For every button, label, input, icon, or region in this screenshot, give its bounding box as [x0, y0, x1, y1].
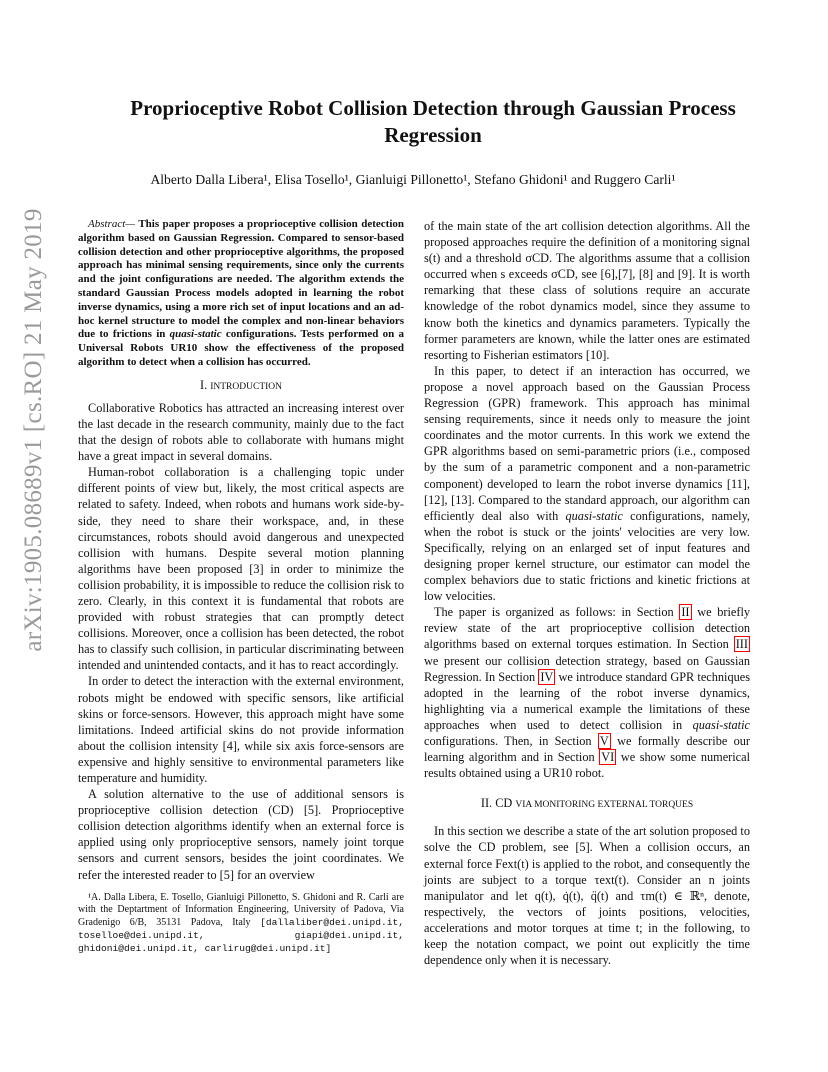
author-list: Alberto Dalla Libera¹, Elisa Tosello¹, Gianluigi Pillonetto¹, Stefano Ghidoni¹ and Ruggero Carli¹	[150, 172, 676, 187]
abstract: Abstract— This paper proposes a proprioceptive collision detection algorithm based on Gaussian Regression. Compared to sensor-based collision detection and other proprioceptive algorithms, the proposed approach has minimal sensing requirements, since only the currents and the joint configurations are needed. The algorithm extends the standard Gaussian Process models adopted in learning the robot inverse dynamics, using a more rich set of input locations and an ad-hoc kernel structure to model the complex and non-linear behaviors due to frictions in quasi-static configurations. Tests performed on a Universal Robots UR10 show the effectiveness of the proposed algorithm to detect when a collision has occurred.	[78, 218, 405, 368]
section-link-vi[interactable]: VI	[601, 750, 615, 765]
arxiv-sidebar	[14, 208, 54, 652]
intro-paragraph-1: Collaborative Robotics has attracted an increasing interest over the last decade in the research community, mainly due to the fact that the design of robots able to collaborate with humans might have a great impact in several domains.	[78, 400, 404, 464]
affiliation-footnote: ¹A. Dalla Libera, E. Tosello, Gianluigi Pillonetto, S. Ghidoni and R. Carli are with the Deptartment of Information Engineering, University of Padova, Via Gradenigo 6/B, 35131 Padova, Italy [dallaliber@dei.unipd.it, toselloe@dei.unipd.it, giapi@dei.unipd.it, ghidoni@dei.unipd.it, carlirug@dei.unipd.it]	[78, 891, 405, 954]
section-link-iii[interactable]: III	[735, 637, 748, 652]
contribution-paragraph: In this paper, to detect if an interaction has occurred, we propose a novel approach based on the Gaussian Process Regression (GPR) framework. This approach has minimal sensing requirements, since it needs only to measure the joint coordinates and the motor currents. In this work we extend the GPR algorithms based on semi-parametric priors (i.e., composed by the sum of a parametric component and a non-parametric component) developed to learn the robot inverse dynamics [11], [12], [13]. Compared to the standard approach, our algorithm can efficiently deal also with quasi-static configurations, namely, when the robot is stuck or the joints' velocities are very low. Specifically, relying on an enlarged set of input features and designing proper kernel structure, our estimator can model the complex behaviors due to static frictions and kinetic frictions at low velocities.	[424, 363, 750, 604]
overview-paragraph: of the main state of the art collision detection algorithms. All the proposed approaches require the definition of a monitoring signal s(t) and a threshold σCD. The algorithms assume that a collision occurred when s exceeds σCD, see [6],[7], [8] and [9]. It is worth remarking that these class of solutions require an accurate knowledge of the robot dynamics model, since they assume to know both the kinetics and dynamics parameters. Typically the former parameters are known, while the latter ones are estimated resorting to Fisherian estimators [10].	[424, 219, 750, 362]
author-emails: [dallaliber@dei.unipd.it, toselloe@dei.unipd.it, giapi@dei.unipd.it, ghidoni@dei.unipd.it, carlirug@dei.unipd.it]	[78, 917, 405, 954]
section-link-ii[interactable]: II	[681, 605, 690, 620]
intro-paragraph-4: A solution alternative to the use of additional sensors is proprioceptive collision detection (CD) [5]. Proprioceptive collision detection algorithms identify when an external force is applied using only proprioceptive sensors, namely joint torque sensors and current sensors, besides the joint coordinates. We refer the interested reader to [5] for an overview	[78, 787, 404, 882]
abstract-lead: Abstract—	[88, 218, 136, 230]
section2-paragraph-1: In this section we describe a state of the art solution proposed to solve the CD problem, see [5]. When a collision occurs, an external force Fext(t) is applied to the robot, and consequently the joints are subject to a torque τext(t). Consider an n joints manipulator and let q(t), q̇(t), q̈(t) and τm(t) ∈ ℝⁿ, denote, respectively, the vectors of joints positions, velocities, accelerations and motor torques at time t; in the following, to keep the notation compact, we point out explicitly the time dependence only when it is necessary.	[424, 824, 750, 968]
section-heading-cd: II. CD VIA MONITORING EXTERNAL TORQUES	[480, 796, 694, 811]
paper-title: Proprioceptive Robot Collision Detection through Gaussian Process Regression	[130, 96, 736, 147]
section-heading-introduction: I. INTRODUCTION	[199, 377, 283, 392]
arxiv-identifier: arXiv:1905.08689v1 [cs.RO] 21 May 2019	[20, 208, 47, 652]
right-column	[424, 218, 750, 968]
intro-paragraph-2: Human-robot collaboration is a challenging topic under different points of view but, likely, the most critical aspects are related to safety. Indeed, when robots and humans work side-by-side, they need to share their workspace, and, in these circumstances, robots should avoid dangerous and unexpected collision with humans. Despite several motion planning algorithms have been proposed [3] in order to minimize the collision probability, it is impossible to reduce the collision risk to zero. Clearly, in this context it is fundamental that robots are provided with robust strategies that can promptly detect collisions. Moreover, once a collision has been detected, the robot has to classify such collision, in particular discriminating between intended and unintended contacts, and it has to react accordingly.	[78, 465, 404, 673]
left-column	[78, 218, 404, 956]
section-link-v[interactable]: V	[599, 734, 609, 748]
section-link-iv[interactable]: IV	[540, 669, 554, 684]
organization-paragraph: The paper is organized as follows: in Section II we briefly review state of the art proprioceptive collision detection algorithms based on external torques estimation. In Section III we present our collision detection strategy, based on Gaussian Regression. In Section IV we introduce standard GPR techniques adopted in the learning of the robot inverse dynamics, highlighting via a numerical example the limitations of these approaches when used to detect collision in quasi-static configurations. Then, in Section V we formally describe our learning algorithm and in Section VI we show some numerical results obtained using a UR10 robot.	[424, 605, 751, 781]
intro-paragraph-3: In order to detect the interaction with the external environment, robots might be endowed with specific sensors, like artificial skins or force-sensors. However, this approach might have some limitations. Indeed artificial skins do not provide information about the collision intensity [4], while six axis force-sensors are expensive and highly sensitive to environmental parameters like temperature and humidity.	[78, 674, 404, 786]
